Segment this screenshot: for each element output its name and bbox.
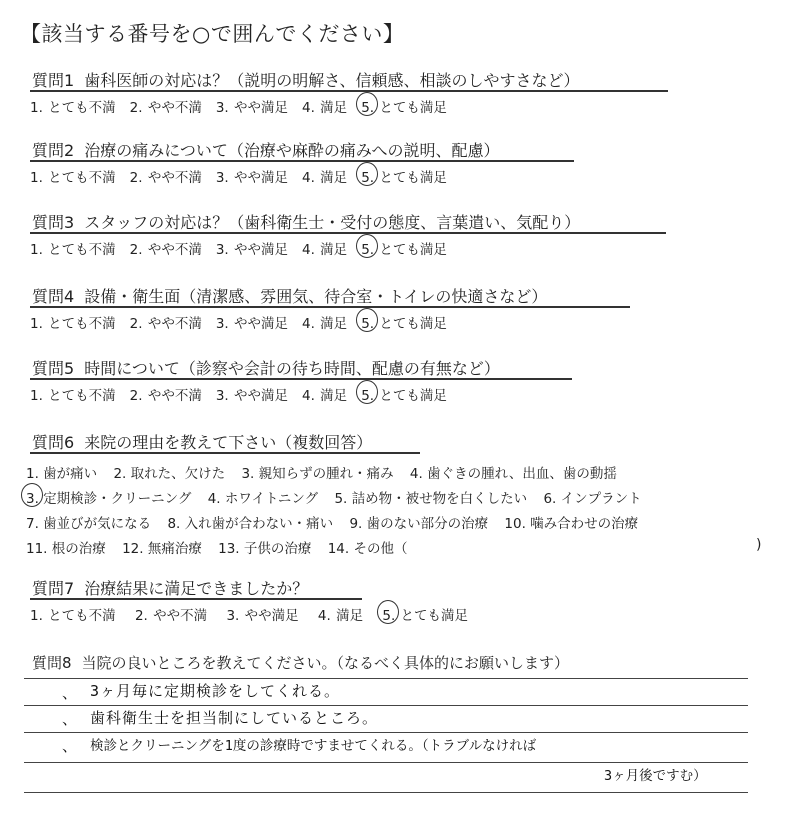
q5-option[interactable]: 2. やや不満 xyxy=(129,388,202,404)
q7-text: 治療結果に満足できましたか？ xyxy=(84,579,309,598)
q1-label: 質問1 xyxy=(32,71,75,90)
q6-option[interactable]: 4. ホワイトニング xyxy=(207,491,319,507)
q2-heading xyxy=(32,138,500,161)
q5-options xyxy=(30,384,461,404)
q1-options xyxy=(30,96,461,116)
q2-options xyxy=(30,166,461,186)
q4-option-selected[interactable]: 5. とても満足 xyxy=(361,312,447,332)
q7-option[interactable]: 2. やや不満 xyxy=(134,608,208,624)
q6-option[interactable]: 4. 歯ぐきの腫れ、出血、歯の動揺 xyxy=(409,466,617,482)
q6-option-selected[interactable]: 3. 定期検診・クリーニング xyxy=(26,487,191,507)
q6-option[interactable]: 13. 子供の治療 xyxy=(218,541,312,557)
answer-line xyxy=(24,678,748,679)
q1-option-selected[interactable]: 5. とても満足 xyxy=(361,96,447,116)
q6-row-4 xyxy=(26,537,419,557)
answer-bullet: 、 xyxy=(62,710,78,728)
q5-label: 質問5 xyxy=(32,359,75,378)
q3-label: 質問3 xyxy=(32,213,75,232)
q6-closing-paren: ) xyxy=(756,537,762,553)
q6-row-1 xyxy=(26,462,629,482)
q3-heading xyxy=(32,210,580,233)
q2-underline xyxy=(30,160,574,162)
q2-option[interactable]: 2. やや不満 xyxy=(129,170,202,186)
q4-option[interactable]: 3. やや満足 xyxy=(215,316,289,332)
q5-option-selected[interactable]: 5. とても満足 xyxy=(361,384,447,404)
q4-option[interactable]: 4. 満足 xyxy=(302,316,348,332)
q7-option-selected[interactable]: 5. とても満足 xyxy=(382,604,468,624)
answer-line xyxy=(24,792,748,793)
q4-label: 質問4 xyxy=(32,287,75,306)
q6-option[interactable]: 12. 無痛治療 xyxy=(122,541,202,557)
answer-bullet: 、 xyxy=(62,737,78,755)
q6-option[interactable]: 9. 歯のない部分の治療 xyxy=(349,516,489,532)
q7-heading xyxy=(32,576,308,599)
page-title: 【該当する番号を○で囲んでください】 xyxy=(20,22,405,46)
q6-underline xyxy=(30,452,420,454)
q8-heading xyxy=(32,652,569,673)
q5-heading xyxy=(32,356,500,379)
answer-text-1: 3ヶ月毎に定期検診をしてくれる。 xyxy=(90,682,341,700)
q6-label: 質問6 xyxy=(32,433,75,452)
q2-option-selected[interactable]: 5. とても満足 xyxy=(361,166,447,186)
q3-option[interactable]: 2. やや不満 xyxy=(129,242,202,258)
q5-option[interactable]: 4. 満足 xyxy=(302,388,348,404)
q2-text: 治療の痛みについて（治療や麻酔の痛みへの説明、配慮） xyxy=(84,141,500,160)
q5-underline xyxy=(30,378,572,380)
q6-option[interactable]: 7. 歯並びが気になる xyxy=(26,516,152,532)
q6-row-3 xyxy=(26,512,650,532)
answer-text-2: 歯科衛生士を担当制にしているところ。 xyxy=(90,709,379,727)
q1-option[interactable]: 1. とても不満 xyxy=(30,100,116,116)
q1-heading xyxy=(32,68,580,91)
q2-option[interactable]: 3. やや満足 xyxy=(215,170,289,186)
q4-text: 設備・衛生面（清潔感、雰囲気、待合室・トイレの快適さなど） xyxy=(84,287,548,306)
q5-option[interactable]: 1. とても不満 xyxy=(30,388,116,404)
q7-options xyxy=(30,604,482,624)
q6-option[interactable]: 6. インプラント xyxy=(543,491,642,507)
q1-underline xyxy=(30,90,668,92)
q3-option[interactable]: 1. とても不満 xyxy=(30,242,116,258)
q7-option[interactable]: 4. 満足 xyxy=(317,608,364,624)
q6-option[interactable]: 5. 詰め物・被せ物を白くしたい xyxy=(334,491,528,507)
q6-option[interactable]: 2. 取れた、欠けた xyxy=(113,466,226,482)
q6-option[interactable]: 11. 根の治療 xyxy=(26,541,106,557)
q8-label: 質問8 xyxy=(32,654,72,672)
q1-text: 歯科医師の対応は？（説明の明解さ、信頼感、相談のしやすさなど） xyxy=(84,71,580,90)
q6-option[interactable]: 1. 歯が痛い xyxy=(26,466,98,482)
q3-option[interactable]: 4. 満足 xyxy=(302,242,348,258)
q3-text: スタッフの対応は？（歯科衛生士・受付の態度、言葉遣い、気配り） xyxy=(84,213,581,232)
answer-line xyxy=(24,762,748,763)
q5-text: 時間について（診察や会計の待ち時間、配慮の有無など） xyxy=(84,359,500,378)
q2-label: 質問2 xyxy=(32,141,75,160)
q1-option[interactable]: 2. やや不満 xyxy=(129,100,202,116)
q2-option[interactable]: 4. 満足 xyxy=(302,170,348,186)
q7-option[interactable]: 1. とても不満 xyxy=(30,608,116,624)
q7-option[interactable]: 3. やや満足 xyxy=(226,608,299,624)
q3-underline xyxy=(30,232,666,234)
q6-option[interactable]: 3. 親知らずの腫れ・痛み xyxy=(241,466,394,482)
answer-text-4: 3ヶ月後ですむ） xyxy=(604,768,707,784)
q4-underline xyxy=(30,306,630,308)
q5-option[interactable]: 3. やや満足 xyxy=(215,388,289,404)
q4-options xyxy=(30,312,461,332)
q7-label: 質問7 xyxy=(32,579,75,598)
q6-option[interactable]: 8. 入れ歯が合わない・痛い xyxy=(167,516,334,532)
answer-bullet: 、 xyxy=(62,684,78,702)
answer-text-3: 検診とクリーニングを1度の診療時ですませてくれる。（トラブルなければ xyxy=(90,738,537,754)
q6-text: 来院の理由を教えて下さい（複数回答） xyxy=(84,433,373,452)
q3-options xyxy=(30,238,461,258)
q7-underline xyxy=(30,598,362,600)
answer-line xyxy=(24,705,748,706)
q4-heading xyxy=(32,284,547,307)
q6-row-2 xyxy=(26,487,654,507)
q6-option[interactable]: 10. 噛み合わせの治療 xyxy=(504,516,639,532)
q4-option[interactable]: 1. とても不満 xyxy=(30,316,116,332)
q2-option[interactable]: 1. とても不満 xyxy=(30,170,116,186)
answer-line xyxy=(24,732,748,733)
q1-option[interactable]: 3. やや満足 xyxy=(215,100,289,116)
q3-option[interactable]: 3. やや満足 xyxy=(215,242,289,258)
q3-option-selected[interactable]: 5. とても満足 xyxy=(361,238,447,258)
q8-text: 当院の良いところを教えてください。（なるべく具体的にお願いします） xyxy=(81,654,570,672)
q6-heading xyxy=(32,430,372,453)
q1-option[interactable]: 4. 満足 xyxy=(302,100,348,116)
q6-option[interactable]: 14. その他（ xyxy=(327,541,408,557)
q4-option[interactable]: 2. やや不満 xyxy=(129,316,202,332)
